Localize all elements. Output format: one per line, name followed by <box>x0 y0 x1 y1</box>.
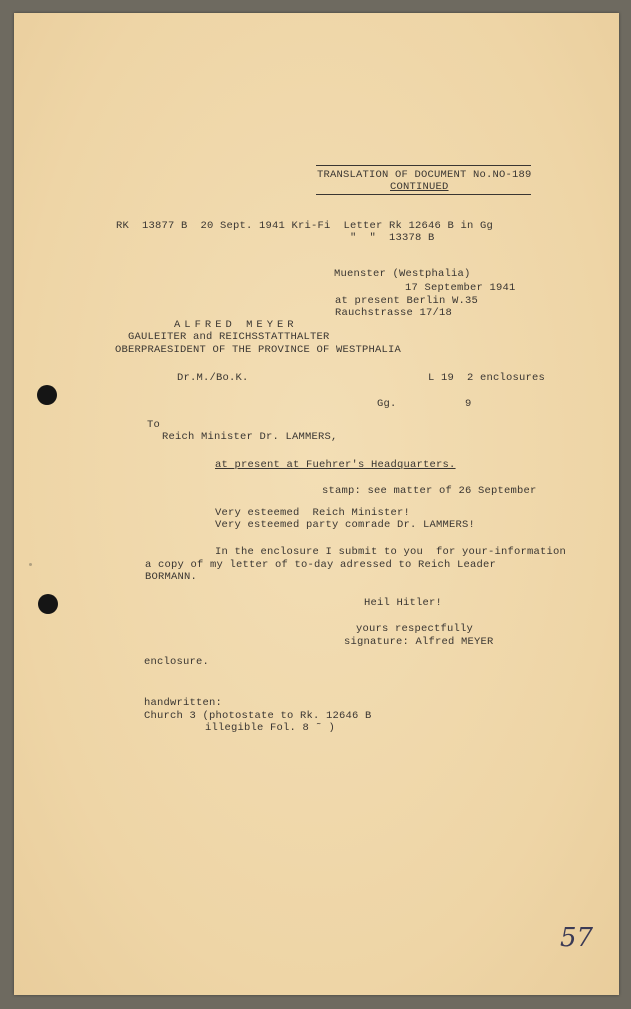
reference-line-1: RK 13877 B 20 Sept. 1941 Kri-Fi Letter Rk 12646 B in Gg <box>116 220 494 232</box>
reference-line-2: " " 13378 B <box>350 232 435 244</box>
title-rule-top <box>316 165 531 166</box>
handwritten-label: handwritten: <box>144 697 223 709</box>
closing-signature: signature: Alfred MEYER <box>344 636 494 648</box>
closing-yours: yours respectfully <box>356 623 474 635</box>
enclosure-label: enclosure. <box>144 656 210 668</box>
place-line-4: Rauchstrasse 17/18 <box>335 307 453 319</box>
addressee-name: Reich Minister Dr. LAMMERS, <box>162 431 338 443</box>
document-page <box>14 13 619 995</box>
place-line-1: Muenster (Westphalia) <box>334 268 471 280</box>
gg-number: 9 <box>465 398 472 410</box>
document-title: TRANSLATION OF DOCUMENT No.NO-189 <box>317 169 532 181</box>
closing-heil: Heil Hitler! <box>364 597 443 609</box>
page-number: 57 <box>560 923 594 953</box>
sender-title-2: OBERPRAESIDENT OF THE PROVINCE OF WESTPHALIA <box>115 344 402 356</box>
sender-title-1: GAULEITER and REICHSSTATTHALTER <box>128 331 330 343</box>
body-line-3: BORMANN. <box>145 571 198 583</box>
handwritten-line-1: Church 3 (photostate to Rk. 12646 B <box>144 710 372 722</box>
sender-name: ALFRED MEYER <box>174 319 298 331</box>
initials: Dr.M./Bo.K. <box>177 372 249 384</box>
title-rule-bottom <box>316 194 531 195</box>
body-line-1: In the enclosure I submit to you for your-information <box>215 546 567 558</box>
enclosures-ref: L 19 2 enclosures <box>428 372 546 384</box>
stamp-note: stamp: see matter of 26 September <box>322 485 537 497</box>
to-label: To <box>147 419 161 431</box>
handwritten-line-2: illegible Fol. 8 ˜ ) <box>205 722 336 734</box>
paper-speck <box>29 563 32 566</box>
date-line: 17 September 1941 <box>405 282 516 294</box>
addressee-location: at present at Fuehrer's Headquarters. <box>215 459 456 471</box>
body-line-2: a copy of my letter of to-day adressed to Reich Leader <box>145 559 497 571</box>
gg-label: Gg. <box>377 398 397 410</box>
salutation-line-1: Very esteemed Reich Minister! <box>215 507 411 519</box>
punch-hole-bottom <box>38 594 58 614</box>
place-line-3: at present Berlin W.35 <box>335 295 479 307</box>
document-subtitle: CONTINUED <box>390 181 449 193</box>
salutation-line-2: Very esteemed party comrade Dr. LAMMERS! <box>215 519 476 531</box>
punch-hole-top <box>37 385 57 405</box>
